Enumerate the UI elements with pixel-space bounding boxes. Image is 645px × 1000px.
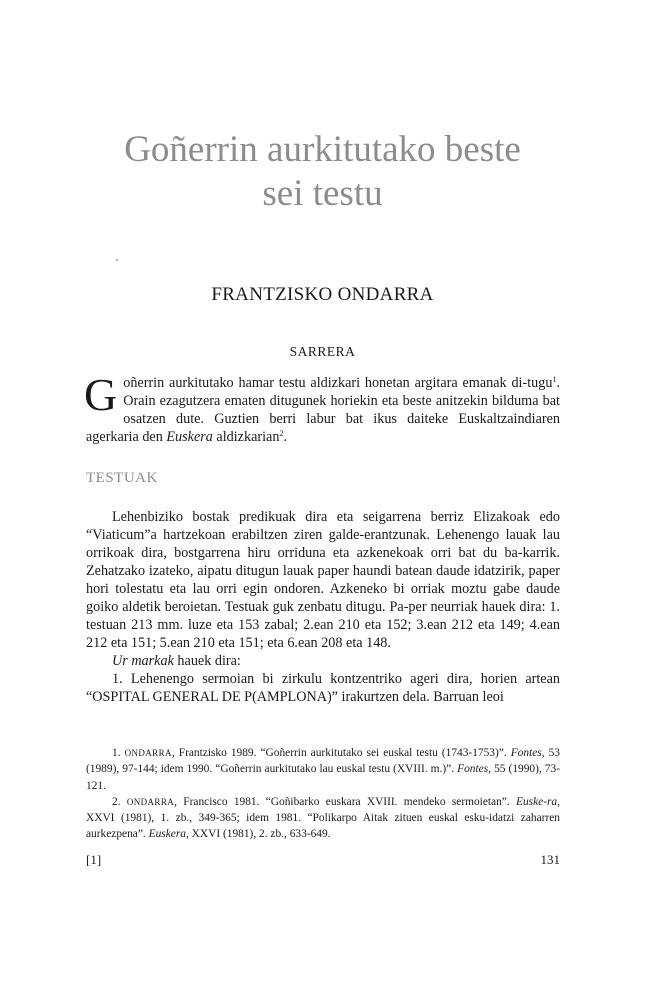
footnote-journal: Euske-ra xyxy=(516,795,558,808)
section-heading-testuak: TESTUAK xyxy=(86,470,158,486)
footnote-journal: Fontes xyxy=(457,763,489,776)
testuak-body xyxy=(86,508,560,706)
title-line-2: sei testu xyxy=(262,173,383,214)
author-name: FRANTZISKO ONDARRA xyxy=(211,284,434,305)
intro-text-b: . Orain ezagutzera ematen ditugunek horiekin eta beste anitzekin bilduma bat osatzen dute. Guztien berri labur bat ikus daiteke Euskaltzaindiaren agerkaria den xyxy=(86,375,560,445)
footnotes xyxy=(86,745,560,843)
body-paragraph-2 xyxy=(86,652,560,670)
footnote-1 xyxy=(86,745,560,794)
body-paragraph-1: Lehenbiziko bostak predikuak dira eta seigarrena berriz Elizakoak edo “Viaticum”a hartzekoan erabiltzen ziren galde-erantzunak. Lehenengo lauak lau orrikoak dira, bostgarrena hiru orriduna eta azkenekoak orri bat du ba-karrik. Zehatzako izateko, aipatu ditugun lauak paper haundi batean daude idatzirik, paper hori tolestatu eta lau orri egin ondoren. Azkeneko bi orriak moztu gabe daude goiko aldetik beroietan. Testuak guk zenbatu ditugu. Pa-per neurriak hauek dira: 1. testuan 213 mm. luze eta 153 zabal; 2.ean 210 eta 152; 3.ean 212 eta 149; 4.ean 212 eta 151; 5.ean 210 eta 151; eta 6.ean 208 eta 148. xyxy=(86,509,560,651)
intro-text-d: . xyxy=(283,429,287,445)
article-title xyxy=(0,128,645,216)
page-number: 131 xyxy=(540,852,560,867)
footnote-ref-1: 1 xyxy=(552,375,557,384)
section-heading-sarrera: SARRERA xyxy=(289,344,356,359)
footnote-author: ONDARRA xyxy=(126,796,175,807)
body-italic-term: Ur markak xyxy=(112,653,174,669)
footnote-text: , XXVI (1981), 2. zb., 633-649. xyxy=(185,828,331,841)
footnote-text: , XXVI (1981), 1. zb., 349-365; idem 1981. “Polikarpo Aitak zituen euskal esku-idatzi zaharren aurkezpena”. xyxy=(86,795,560,841)
body-paragraph-3: 1. Lehenengo sermoian bi zirkulu kontzentriko ageri dira, horien artean “OSPITAL GENERAL DE P(AMPLONA)” irakurtzen dela. Barruan leoi xyxy=(86,671,560,705)
footnote-text: , Frantzisko 1989. “Goñerrin aurkitutako sei euskal testu (1743-1753)”. xyxy=(171,747,507,759)
decorative-speck xyxy=(116,259,118,261)
intro-text-a: oñerrin aurkitutako hamar testu aldizkari honetan argitara emanak di-tugu xyxy=(123,375,553,391)
footnote-author: ONDARRA xyxy=(124,748,172,758)
footnote-number: 2. xyxy=(112,795,121,808)
body-paragraph-2-text: hauek dira: xyxy=(177,653,241,669)
intro-text-c: aldizkarian xyxy=(216,429,280,445)
footnote-number: 1. xyxy=(112,747,121,759)
footnote-ref-2: 2 xyxy=(279,429,284,438)
footnote-text: , 53 (1989), 97-144; idem 1990. “Goñerrin aurkitutako lau euskal testu (XVIII. m.)”. xyxy=(86,747,560,776)
footnote-text: , 55 (1990), 73-121. xyxy=(86,763,560,792)
drop-cap: G xyxy=(84,369,118,420)
intro-paragraph xyxy=(84,369,560,446)
page-marker: [1] xyxy=(86,852,102,867)
title-line-1: Goñerrin aurkitutako beste xyxy=(124,129,521,170)
footnote-journal: Fontes xyxy=(510,747,542,759)
footnote-text: , Francisco 1981. “Goñibarko euskara XVIII. mendeko sermoietan”. xyxy=(174,795,510,808)
journal-name: Euskera xyxy=(166,429,213,445)
footnote-journal: Euskera xyxy=(148,828,186,841)
footnote-2 xyxy=(86,794,560,843)
